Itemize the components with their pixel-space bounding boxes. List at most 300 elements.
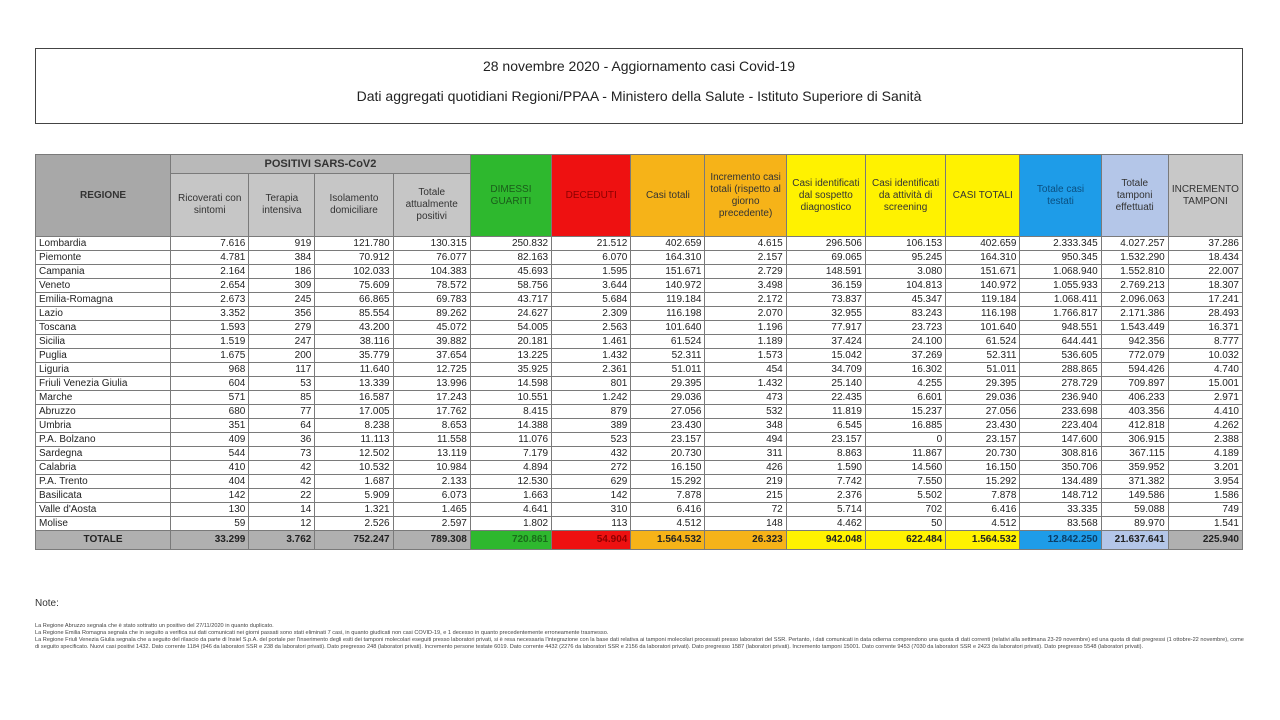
table-cell: 1.687 [315,475,393,489]
table-cell: 233.698 [1020,405,1101,419]
table-cell: 1.573 [705,349,786,363]
region-name-cell: Emilia-Romagna [36,293,171,307]
col-header-casi-screening: Casi identificati da attività di screening [865,155,945,237]
table-cell: 82.163 [470,251,551,265]
table-cell: 34.709 [786,363,865,377]
table-cell: 2.971 [1168,391,1242,405]
table-cell: 10.032 [1168,349,1242,363]
table-cell: 18.434 [1168,251,1242,265]
table-cell: 356 [249,307,315,321]
table-cell: 403.356 [1101,405,1168,419]
table-cell: 15.292 [946,475,1020,489]
total-label: TOTALE [36,531,171,550]
table-cell: 384 [249,251,315,265]
table-cell: 29.036 [946,391,1020,405]
table-cell: 2.526 [315,517,393,531]
table-cell: 21.512 [552,237,631,251]
table-cell: 1.593 [171,321,249,335]
col-header-casi-sospetto: Casi identificati dal sospetto diagnostico [786,155,865,237]
table-cell: 1.055.933 [1020,279,1101,293]
table-cell: 101.640 [946,321,1020,335]
table-cell: 371.382 [1101,475,1168,489]
table-cell: 4.781 [171,251,249,265]
table-cell: 22 [249,489,315,503]
table-cell: 10.984 [393,461,470,475]
table-cell: 83.568 [1020,517,1101,531]
table-cell: 2.172 [705,293,786,307]
table-cell: 75.609 [315,279,393,293]
table-cell: 39.882 [393,335,470,349]
table-cell: 15.237 [865,405,945,419]
table-cell: 306.915 [1101,433,1168,447]
table-cell: 200 [249,349,315,363]
total-cell: 26.323 [705,531,786,550]
table-cell: 942.356 [1101,335,1168,349]
table-cell: 37.654 [393,349,470,363]
table-cell: 29.395 [631,377,705,391]
notes-title: Note: [35,598,59,609]
total-cell: 54.904 [552,531,631,550]
table-cell: 367.115 [1101,447,1168,461]
table-cell: 402.659 [946,237,1020,251]
table-cell: 116.198 [946,307,1020,321]
table-row [36,447,1243,461]
table-cell: 17.241 [1168,293,1242,307]
table-cell: 58.756 [470,279,551,293]
table-cell: 948.551 [1020,321,1101,335]
table-cell: 359.952 [1101,461,1168,475]
col-header-totale-positivi: Totale attualmente positivi [393,174,470,237]
table-cell: 6.070 [552,251,631,265]
table-cell: 523 [552,433,631,447]
table-row [36,461,1243,475]
table-cell: 1.519 [171,335,249,349]
table-cell: 23.723 [865,321,945,335]
table-cell: 351 [171,419,249,433]
table-cell: 236.940 [1020,391,1101,405]
table-cell: 1.321 [315,503,393,517]
total-cell: 1.564.532 [631,531,705,550]
table-cell: 1.465 [393,503,470,517]
table-cell: 4.894 [470,461,551,475]
table-cell: 104.383 [393,265,470,279]
table-cell: 2.070 [705,307,786,321]
total-cell: 1.564.532 [946,531,1020,550]
table-row [36,433,1243,447]
table-cell: 2.309 [552,307,631,321]
table-cell: 51.011 [631,363,705,377]
table-row [36,391,1243,405]
table-cell: 147.600 [1020,433,1101,447]
region-name-cell: Molise [36,517,171,531]
table-cell: 14.388 [470,419,551,433]
table-row [36,363,1243,377]
table-cell: 2.597 [393,517,470,531]
table-cell: 28.493 [1168,307,1242,321]
table-cell: 8.777 [1168,335,1242,349]
total-row [36,531,1243,550]
table-cell: 5.909 [315,489,393,503]
table-cell: 2.654 [171,279,249,293]
total-cell: 720.861 [470,531,551,550]
total-cell: 33.299 [171,531,249,550]
region-name-cell: Toscana [36,321,171,335]
table-cell: 24.100 [865,335,945,349]
group-header-positivi: POSITIVI SARS-CoV2 [171,155,471,174]
table-cell: 680 [171,405,249,419]
total-cell: 225.940 [1168,531,1242,550]
table-cell: 1.068.940 [1020,265,1101,279]
table-cell: 45.072 [393,321,470,335]
table-cell: 4.462 [786,517,865,531]
table-cell: 709.897 [1101,377,1168,391]
table-cell: 16.150 [946,461,1020,475]
table-cell: 32.955 [786,307,865,321]
note-line: La Regione Emilia Romagna segnala che in seguito a verifica sui dati comunicati nei giorni passati sono stati eliminati 7 casi, in quanto giudicati non casi COVID-19, e 1 decesso in quanto precedentemente erroneamente trasmesso. [35,630,609,636]
table-cell: 604 [171,377,249,391]
table-cell: 95.245 [865,251,945,265]
total-cell: 3.762 [249,531,315,550]
col-header-terapia-intensiva: Terapia intensiva [249,174,315,237]
table-cell: 1.586 [1168,489,1242,503]
region-name-cell: Sardegna [36,447,171,461]
table-row [36,419,1243,433]
table-cell: 35.779 [315,349,393,363]
table-cell: 130.315 [393,237,470,251]
table-cell: 11.819 [786,405,865,419]
table-cell: 4.740 [1168,363,1242,377]
table-cell: 7.179 [470,447,551,461]
table-cell: 494 [705,433,786,447]
table-cell: 10.532 [315,461,393,475]
table-cell: 3.954 [1168,475,1242,489]
total-cell: 942.048 [786,531,865,550]
table-cell: 36 [249,433,315,447]
table-cell: 772.079 [1101,349,1168,363]
table-cell: 7.742 [786,475,865,489]
table-cell: 296.506 [786,237,865,251]
total-cell: 622.484 [865,531,945,550]
table-cell: 14.598 [470,377,551,391]
region-name-cell: P.A. Bolzano [36,433,171,447]
region-name-cell: Piemonte [36,251,171,265]
table-cell: 70.912 [315,251,393,265]
table-row [36,489,1243,503]
table-cell: 1.532.290 [1101,251,1168,265]
table-cell: 130 [171,503,249,517]
table-cell: 4.512 [946,517,1020,531]
table-cell: 1.432 [705,377,786,391]
table-cell: 968 [171,363,249,377]
table-cell: 5.714 [786,503,865,517]
col-header-dimessi: DIMESSI GUARITI [470,155,551,237]
table-cell: 3.352 [171,307,249,321]
table-cell: 37.286 [1168,237,1242,251]
total-cell: 789.308 [393,531,470,550]
table-cell: 1.675 [171,349,249,363]
col-header-ricoverati: Ricoverati con sintomi [171,174,249,237]
table-cell: 532 [705,405,786,419]
table-cell: 33.335 [1020,503,1101,517]
table-cell: 50 [865,517,945,531]
table-cell: 2.333.345 [1020,237,1101,251]
table-cell: 89.970 [1101,517,1168,531]
table-cell: 15.292 [631,475,705,489]
table-cell: 83.243 [865,307,945,321]
table-cell: 594.426 [1101,363,1168,377]
table-row [36,349,1243,363]
table-row [36,405,1243,419]
table-cell: 23.430 [631,419,705,433]
table-cell: 78.572 [393,279,470,293]
region-name-cell: Liguria [36,363,171,377]
table-cell: 426 [705,461,786,475]
table-row [36,335,1243,349]
page-title: 28 novembre 2020 - Aggiornamento casi Covid-19 [482,58,796,74]
table-cell: 4.410 [1168,405,1242,419]
table-cell: 77.917 [786,321,865,335]
table-cell: 749 [1168,503,1242,517]
table-cell: 140.972 [946,279,1020,293]
table-cell: 12.725 [393,363,470,377]
table-cell: 279 [249,321,315,335]
table-cell: 29.036 [631,391,705,405]
table-cell: 119.184 [946,293,1020,307]
table-cell: 11.076 [470,433,551,447]
table-cell: 22.435 [786,391,865,405]
table-cell: 16.885 [865,419,945,433]
table-cell: 432 [552,447,631,461]
table-cell: 27.056 [946,405,1020,419]
table-cell: 1.242 [552,391,631,405]
col-header-tamponi: Totale tamponi effettuati [1101,155,1168,237]
table-cell: 12.502 [315,447,393,461]
table-cell: 2.729 [705,265,786,279]
table-cell: 245 [249,293,315,307]
table-cell: 101.640 [631,321,705,335]
table-cell: 8.415 [470,405,551,419]
table-cell: 12 [249,517,315,531]
table-cell: 2.133 [393,475,470,489]
table-cell: 544 [171,447,249,461]
table-cell: 3.498 [705,279,786,293]
table-cell: 42 [249,475,315,489]
table-cell: 2.157 [705,251,786,265]
table-cell: 16.302 [865,363,945,377]
table-cell: 10.551 [470,391,551,405]
table-cell: 454 [705,363,786,377]
table-cell: 2.673 [171,293,249,307]
table-cell: 1.461 [552,335,631,349]
table-cell: 186 [249,265,315,279]
table-row [36,279,1243,293]
col-header-incremento-tamponi: INCREMENTO TAMPONI [1168,155,1242,237]
table-cell: 53 [249,377,315,391]
table-cell: 1.595 [552,265,631,279]
table-cell: 310 [552,503,631,517]
table-cell: 14.560 [865,461,945,475]
table-cell: 52.311 [631,349,705,363]
col-header-casi-testati: Totale casi testati [1020,155,1101,237]
table-row [36,237,1243,251]
table-cell: 348 [705,419,786,433]
table-cell: 473 [705,391,786,405]
table-cell: 37.424 [786,335,865,349]
table-cell: 5.502 [865,489,945,503]
table-cell: 1.432 [552,349,631,363]
table-cell: 76.077 [393,251,470,265]
table-cell: 16.587 [315,391,393,405]
table-cell: 17.243 [393,391,470,405]
table-cell: 2.171.386 [1101,307,1168,321]
table-cell: 17.005 [315,405,393,419]
table-row [36,475,1243,489]
table-cell: 4.262 [1168,419,1242,433]
total-cell: 12.842.250 [1020,531,1101,550]
table-cell: 8.653 [393,419,470,433]
table-cell: 410 [171,461,249,475]
table-cell: 1.541 [1168,517,1242,531]
table-row [36,321,1243,335]
table-cell: 61.524 [946,335,1020,349]
table-cell: 16.371 [1168,321,1242,335]
covid-data-table [35,154,1243,550]
table-cell: 3.080 [865,265,945,279]
table-row [36,307,1243,321]
table-cell: 7.878 [946,489,1020,503]
table-cell: 13.119 [393,447,470,461]
table-cell: 6.416 [631,503,705,517]
table-cell: 35.925 [470,363,551,377]
table-cell: 13.225 [470,349,551,363]
table-cell: 250.832 [470,237,551,251]
table-cell: 23.157 [631,433,705,447]
table-cell: 536.605 [1020,349,1101,363]
table-cell: 406.233 [1101,391,1168,405]
table-cell: 69.065 [786,251,865,265]
table-cell: 59 [171,517,249,531]
table-cell: 72 [705,503,786,517]
region-name-cell: Abruzzo [36,405,171,419]
table-cell: 85.554 [315,307,393,321]
table-cell: 7.616 [171,237,249,251]
table-cell: 18.307 [1168,279,1242,293]
table-cell: 6.545 [786,419,865,433]
table-cell: 15.001 [1168,377,1242,391]
table-cell: 6.073 [393,489,470,503]
table-cell: 4.641 [470,503,551,517]
table-cell: 7.878 [631,489,705,503]
table-cell: 66.865 [315,293,393,307]
table-cell: 140.972 [631,279,705,293]
table-cell: 11.558 [393,433,470,447]
region-name-cell: Puglia [36,349,171,363]
notes-section [35,600,1245,651]
region-name-cell: Calabria [36,461,171,475]
table-row [36,377,1243,391]
table-cell: 4.255 [865,377,945,391]
table-cell: 29.395 [946,377,1020,391]
table-cell: 4.512 [631,517,705,531]
table-cell: 73 [249,447,315,461]
table-cell: 37.269 [865,349,945,363]
table-cell: 54.005 [470,321,551,335]
table-cell: 2.388 [1168,433,1242,447]
table-cell: 119.184 [631,293,705,307]
table-cell: 142 [171,489,249,503]
table-cell: 51.011 [946,363,1020,377]
table-cell: 919 [249,237,315,251]
table-cell: 38.116 [315,335,393,349]
note-line: La Regione Abruzzo segnala che è stato sottratto un positivo del 27/11/2020 in quanto duplicato. [35,623,274,629]
table-cell: 13.996 [393,377,470,391]
table-cell: 1.068.411 [1020,293,1101,307]
table-cell: 20.730 [631,447,705,461]
table-cell: 52.311 [946,349,1020,363]
table-cell: 0 [865,433,945,447]
table-cell: 801 [552,377,631,391]
table-cell: 45.693 [470,265,551,279]
table-cell: 412.818 [1101,419,1168,433]
col-header-isolamento: Isolamento domiciliare [315,174,393,237]
table-cell: 1.663 [470,489,551,503]
table-cell: 116.198 [631,307,705,321]
region-name-cell: Friuli Venezia Giulia [36,377,171,391]
table-cell: 164.310 [946,251,1020,265]
col-header-deceduti: DECEDUTI [552,155,631,237]
table-cell: 6.601 [865,391,945,405]
table-cell: 23.430 [946,419,1020,433]
col-header-regione: REGIONE [36,155,171,237]
table-cell: 4.027.257 [1101,237,1168,251]
col-header-incremento-casi: Incremento casi totali (rispetto al giorno precedente) [705,155,786,237]
table-cell: 149.586 [1101,489,1168,503]
region-name-cell: Campania [36,265,171,279]
table-cell: 1.196 [705,321,786,335]
table-cell: 117 [249,363,315,377]
table-cell: 61.524 [631,335,705,349]
table-row [36,251,1243,265]
header-box [35,48,1243,124]
table-cell: 1.802 [470,517,551,531]
table-cell: 571 [171,391,249,405]
table-cell: 23.157 [946,433,1020,447]
region-name-cell: Basilicata [36,489,171,503]
table-cell: 1.543.449 [1101,321,1168,335]
table-cell: 950.345 [1020,251,1101,265]
table-cell: 43.200 [315,321,393,335]
region-name-cell: Veneto [36,279,171,293]
table-cell: 113 [552,517,631,531]
table-cell: 4.615 [705,237,786,251]
table-cell: 69.783 [393,293,470,307]
region-name-cell: Sicilia [36,335,171,349]
table-cell: 2.096.063 [1101,293,1168,307]
table-cell: 85 [249,391,315,405]
region-name-cell: Lazio [36,307,171,321]
table-cell: 247 [249,335,315,349]
table-cell: 134.489 [1020,475,1101,489]
table-cell: 1.552.810 [1101,265,1168,279]
table-cell: 11.867 [865,447,945,461]
table-cell: 121.780 [315,237,393,251]
page-subtitle: Dati aggregati quotidiani Regioni/PPAA - Ministero della Salute - Istituto Superiore di Sanità [356,88,922,104]
table-cell: 164.310 [631,251,705,265]
table-cell: 24.627 [470,307,551,321]
table-cell: 42 [249,461,315,475]
table-cell: 104.813 [865,279,945,293]
table-cell: 629 [552,475,631,489]
